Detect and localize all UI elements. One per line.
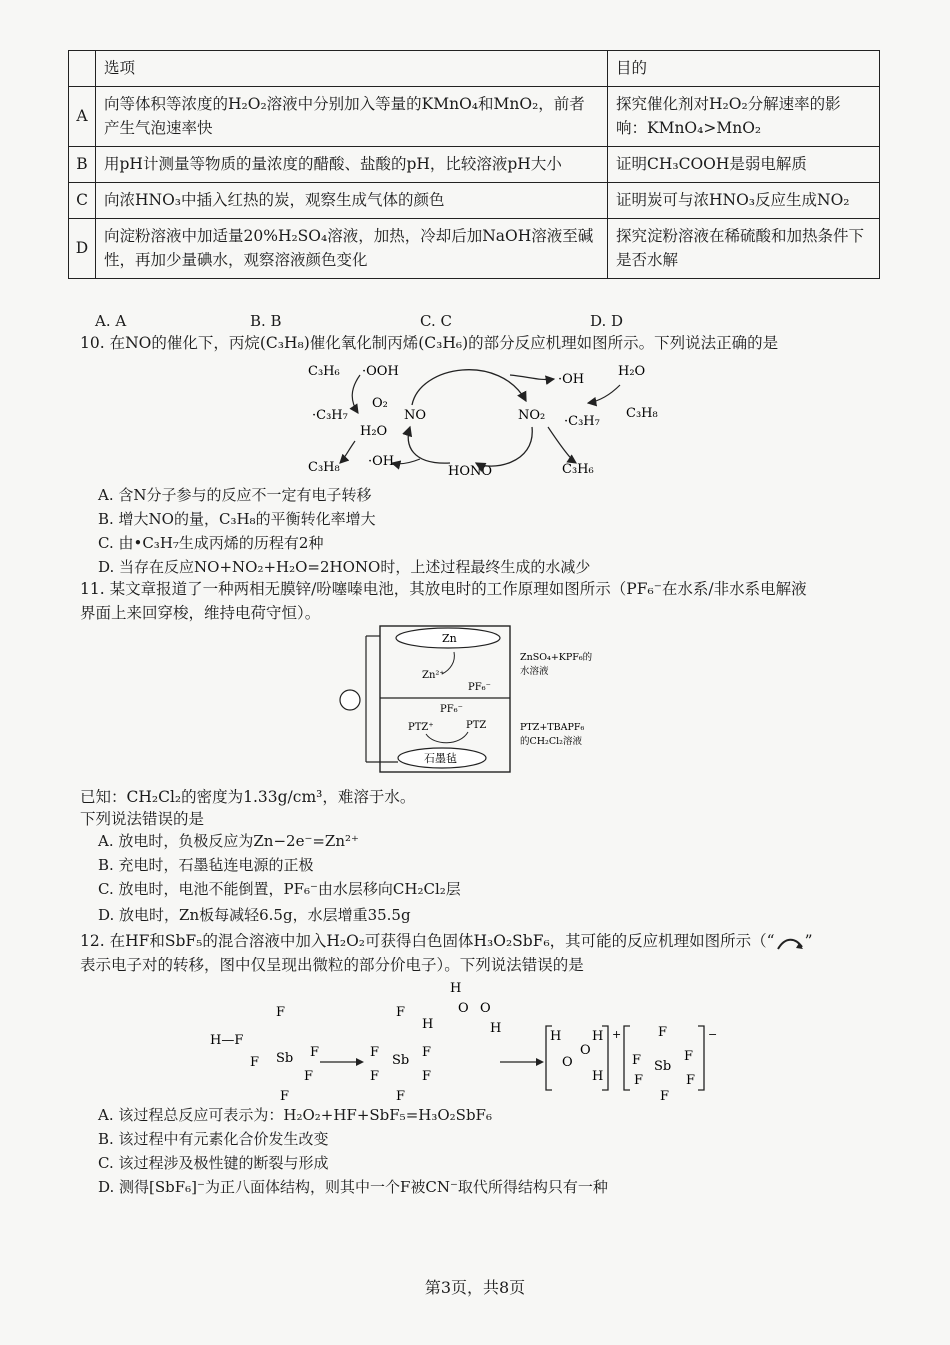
ooh-label: ·OOH: [362, 364, 399, 379]
h2o-left-label: H₂O: [360, 424, 388, 439]
diagram-atom-label: F: [660, 1089, 670, 1104]
c3h6-right-label: C₃H₆: [562, 462, 594, 477]
diagram-atom-label: F: [634, 1073, 644, 1088]
diagram-atom-label: O: [458, 1001, 469, 1016]
row-purpose: 证明炭可与浓HNO₃反应生成NO₂: [608, 183, 880, 219]
table-row: [69, 146, 880, 182]
table-cell: [69, 51, 96, 87]
hono-label: HONO: [448, 464, 493, 479]
curved-arrow-icon: [775, 935, 805, 949]
q11-ask: 下列说法错误的是: [80, 810, 205, 828]
q12-stem-close-quote: ”: [804, 932, 813, 950]
o2-label: O₂: [372, 396, 388, 411]
diagram-atom-label: O: [562, 1055, 573, 1070]
row-option: 向等体积等浓度的H₂O₂溶液中分别加入等量的KMnO₄和MnO₂，前者产生气泡速率快: [96, 87, 608, 147]
diagram-atom-label: O: [480, 1001, 491, 1016]
c3h7-right-label: ·C₃H₇: [564, 414, 600, 429]
q11-stem-line2: 界面上来回穿梭，维持电荷守恒）。: [80, 604, 321, 622]
q11-stem-line1: 11. 某文章报道了一种两相无膜锌/吩噻嗪电池，其放电时的工作原理如图所示（PF₆⁻在水系/非水系电解液: [80, 580, 807, 598]
diagram-atom-label: F: [422, 1045, 432, 1060]
diagram-atom-label: H: [422, 1017, 434, 1032]
h2o-right-label: H₂O: [618, 364, 646, 379]
zn-label: Zn: [442, 632, 457, 645]
c3h7-left-label: ·C₃H₇: [312, 408, 348, 423]
ptz-plus-label: PTZ⁺: [408, 722, 434, 733]
sb-label-3: Sb: [654, 1059, 672, 1074]
q9-choice-c: C. C: [420, 312, 452, 330]
diagram-atom-label: H: [592, 1069, 604, 1084]
lower-solution-label-2: 的CH₂Cl₂溶液: [520, 736, 582, 747]
q12-stem-line1: [80, 930, 813, 952]
q11-option-d: D. 放电时，Zn板每减轻6.5g，水层增重35.5g: [98, 906, 411, 924]
diagram-atom-label: F: [310, 1045, 320, 1060]
row-option: 向淀粉溶液中加适量20%H₂SO₄溶液，加热，冷却后加NaOH溶液至碱性，再加少量碘水，观察溶液颜色变化: [96, 219, 608, 279]
diagram-atom-label: F: [370, 1069, 380, 1084]
row-purpose: 探究催化剂对H₂O₂分解速率的影响：KMnO₄>MnO₂: [608, 87, 880, 147]
q9-table: [68, 50, 880, 279]
sb-label-2: Sb: [392, 1053, 410, 1068]
table-row: [69, 87, 880, 147]
q12-option-a: A. 该过程总反应可表示为：H₂O₂+HF+SbF₅=H₃O₂SbF₆: [98, 1106, 492, 1124]
q12-option-b: B. 该过程中有元素化合价发生改变: [98, 1130, 329, 1148]
diagram-atom-label: F: [684, 1049, 694, 1064]
q12-stem-line2: 表示电子对的转移，图中仅呈现出微粒的部分价电子）。下列说法错误的是: [80, 956, 584, 974]
diagram-atom-label: F: [686, 1073, 696, 1088]
q11-known: 已知：CH₂Cl₂的密度为1.33g/cm³，难溶于水。: [80, 788, 416, 806]
diagram-atom-label: F: [658, 1025, 668, 1040]
table-header-row: [69, 51, 880, 87]
c3h8-left-label: C₃H₈: [308, 460, 340, 475]
no-label: NO: [404, 408, 427, 423]
row-letter: D: [69, 219, 96, 279]
c3h6-left-label: C₃H₆: [308, 364, 340, 379]
row-option: 用pH计测量等物质的量浓度的醋酸、盐酸的pH，比较溶液pH大小: [96, 146, 608, 182]
anion-charge: −: [708, 1028, 718, 1041]
q10-option-d: D. 当存在反应NO+NO₂+H₂O=2HONO时，上述过程最终生成的水减少: [98, 558, 591, 576]
header-option: 选项: [96, 51, 608, 87]
upper-solution-label-2: 水溶液: [520, 666, 549, 677]
q11-option-b: B. 充电时，石墨毡连电源的正极: [98, 856, 314, 874]
row-purpose: 证明CH₃COOH是弱电解质: [608, 146, 880, 182]
diagram-atom-label: F: [280, 1089, 290, 1104]
q12-option-c: C. 该过程涉及极性键的断裂与形成: [98, 1154, 329, 1172]
q12-option-d: D. 测得[SbF₆]⁻为正八面体结构，则其中一个F被CN⁻取代所得结构只有一种: [98, 1178, 608, 1196]
diagram-atom-label: O: [580, 1043, 591, 1058]
sb-label-1: Sb: [276, 1051, 294, 1066]
diagram-atom-label: F: [304, 1069, 314, 1084]
hf-label: H—F: [210, 1033, 244, 1048]
oh-right-label: ·OH: [558, 372, 585, 387]
pf6-bottom-label: PF₆⁻: [440, 704, 463, 715]
q9-choice-a: A. A: [95, 312, 127, 330]
no2-label: NO₂: [518, 408, 546, 423]
diagram-atom-label: H: [450, 981, 462, 996]
q9-choice-d: D. D: [590, 312, 624, 330]
diagram-atom-label: H: [490, 1021, 502, 1036]
ptz-label: PTZ: [466, 720, 487, 731]
graphite-label: 石墨毡: [424, 752, 457, 765]
zn2-label: Zn²⁺: [422, 670, 445, 681]
cation-charge: +: [612, 1028, 622, 1041]
diagram-atom-label: H: [550, 1029, 562, 1044]
row-letter: C: [69, 183, 96, 219]
diagram-atom-label: F: [276, 1005, 286, 1020]
q11-option-a: A. 放电时，负极反应为Zn−2e⁻=Zn²⁺: [98, 832, 359, 850]
diagram-atom-label: H: [592, 1029, 604, 1044]
row-letter: B: [69, 146, 96, 182]
lower-solution-label-1: PTZ+TBAPF₆: [520, 722, 585, 733]
oh-left-label: ·OH: [368, 454, 395, 469]
q11-option-c: C. 放电时，电池不能倒置，PF₆⁻由水层移向CH₂Cl₂层: [98, 880, 461, 898]
diagram-atom-label: F: [250, 1055, 260, 1070]
q11-battery-diagram: [330, 622, 630, 780]
row-option: 向浓HNO₃中插入红热的炭，观察生成气体的颜色: [96, 183, 608, 219]
q10-mechanism-diagram: [300, 355, 680, 485]
header-purpose: 目的: [608, 51, 880, 87]
q10-option-c: C. 由•C₃H₇生成丙烯的历程有2种: [98, 534, 324, 552]
table-row: [69, 183, 880, 219]
q10-option-b: B. 增大NO的量，C₃H₈的平衡转化率增大: [98, 510, 376, 528]
table-row: [69, 219, 880, 279]
q9-choice-b: B. B: [250, 312, 282, 330]
q10-stem: 10. 在NO的催化下，丙烷(C₃H₈)催化氧化制丙烯(C₃H₆)的部分反应机理如图所示。下列说法正确的是: [80, 334, 779, 352]
diagram-atom-label: F: [396, 1005, 406, 1020]
q10-option-a: A. 含N分子参与的反应不一定有电子转移: [98, 486, 372, 504]
q12-stem-text: 12. 在HF和SbF₅的混合溶液中加入H₂O₂可获得白色固体H₃O₂SbF₆，其可能的反应机理如图所示（“: [80, 932, 775, 950]
c3h8-right-label: C₃H₈: [626, 406, 658, 421]
q12-mechanism-diagram: [200, 976, 720, 1104]
diagram-atom-label: F: [396, 1089, 406, 1104]
page-footer: 第3页，共8页: [424, 1278, 526, 1297]
pf6-top-label: PF₆⁻: [468, 682, 491, 693]
bulb-icon: [340, 690, 360, 710]
row-purpose: 探究淀粉溶液在稀硫酸和加热条件下是否水解: [608, 219, 880, 279]
upper-solution-label-1: ZnSO₄+KPF₆的: [520, 652, 593, 663]
diagram-atom-label: F: [422, 1069, 432, 1084]
row-letter: A: [69, 87, 96, 147]
diagram-atom-label: F: [370, 1045, 380, 1060]
diagram-atom-label: F: [632, 1053, 642, 1068]
